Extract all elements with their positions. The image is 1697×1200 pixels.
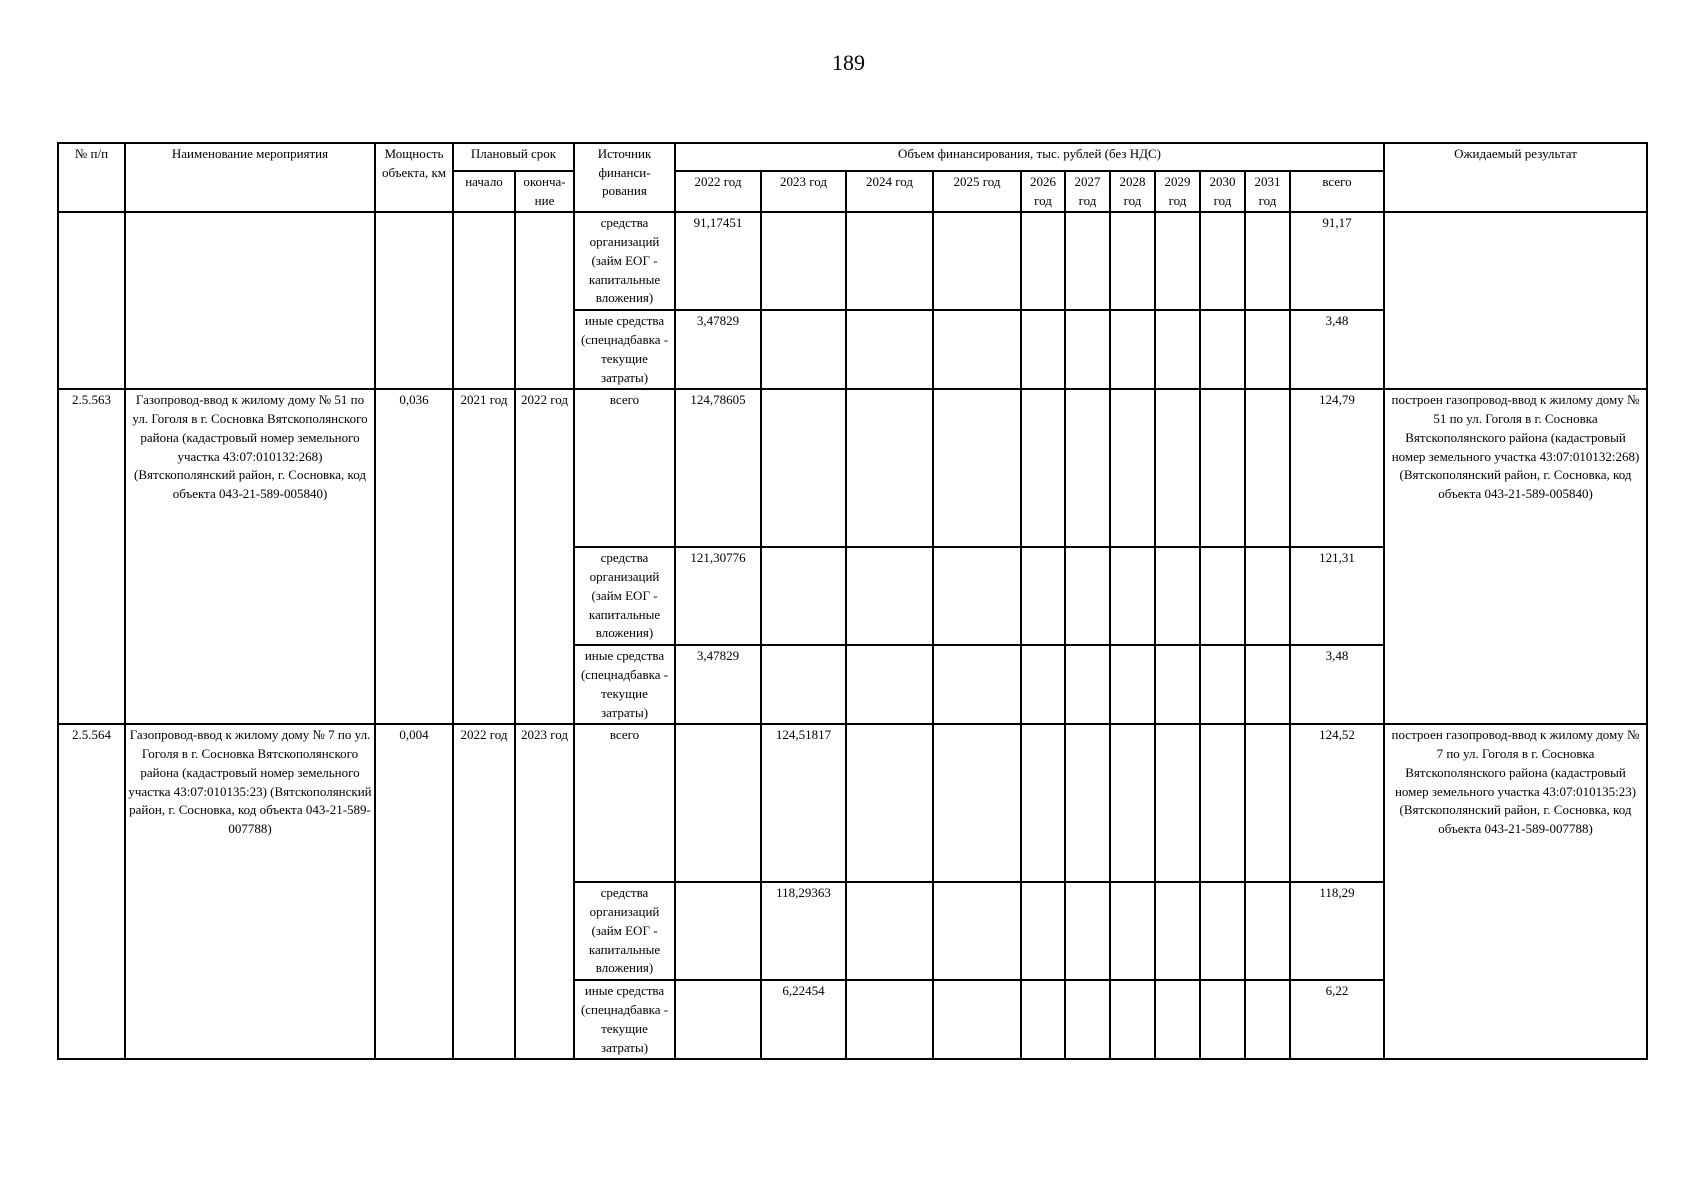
cell-2027 — [1065, 724, 1110, 882]
cell-power — [375, 212, 453, 389]
cell-name: Газопровод-ввод к жилому дому № 7 по ул. Гоголя в г. Сосновка Вятскополянского района (кадастровый номер земельного участка 43:07:010135:23) (Вятскополянский район, г. Сосновка, код объекта 043-21-589-007788) — [125, 724, 375, 1059]
cell-2031 — [1245, 212, 1290, 310]
cell-num — [58, 212, 125, 389]
cell-2030 — [1200, 212, 1245, 310]
cell-2023 — [761, 547, 846, 645]
cell-2026 — [1021, 882, 1065, 980]
cell-2028 — [1110, 310, 1155, 389]
cell-2022: 91,17451 — [675, 212, 761, 310]
cell-2024 — [846, 882, 933, 980]
cell-2029 — [1155, 882, 1200, 980]
cell-total: 3,48 — [1290, 310, 1384, 389]
cell-2025 — [933, 882, 1021, 980]
cell-2027 — [1065, 547, 1110, 645]
cell-2029 — [1155, 980, 1200, 1059]
cell-2022 — [675, 882, 761, 980]
cell-2022: 121,30776 — [675, 547, 761, 645]
cell-end — [515, 212, 574, 389]
cell-2030 — [1200, 547, 1245, 645]
cell-2027 — [1065, 389, 1110, 547]
cell-result — [1384, 212, 1647, 389]
header-year-2025: 2025 год — [933, 171, 1021, 212]
cell-2031 — [1245, 389, 1290, 547]
cell-2023: 118,29363 — [761, 882, 846, 980]
cell-2026 — [1021, 980, 1065, 1059]
header-year-2029: 2029 год — [1155, 171, 1200, 212]
table-row — [58, 212, 1647, 310]
cell-2028 — [1110, 882, 1155, 980]
cell-2028 — [1110, 212, 1155, 310]
page-number: 189 — [832, 50, 865, 75]
funding-table — [57, 142, 1648, 1060]
cell-2031 — [1245, 882, 1290, 980]
cell-2028 — [1110, 547, 1155, 645]
cell-2022 — [675, 724, 761, 882]
cell-2026 — [1021, 645, 1065, 724]
cell-2023: 124,51817 — [761, 724, 846, 882]
cell-2024 — [846, 310, 933, 389]
cell-source: всего — [574, 724, 675, 882]
cell-end: 2023 год — [515, 724, 574, 1059]
cell-2027 — [1065, 310, 1110, 389]
cell-2031 — [1245, 724, 1290, 882]
cell-2030 — [1200, 389, 1245, 547]
cell-power: 0,004 — [375, 724, 453, 1059]
cell-2026 — [1021, 547, 1065, 645]
cell-2025 — [933, 389, 1021, 547]
cell-2026 — [1021, 724, 1065, 882]
cell-2023 — [761, 389, 846, 547]
cell-end: 2022 год — [515, 389, 574, 724]
header-year-2026: 2026 год — [1021, 171, 1065, 212]
cell-result: построен газопровод-ввод к жилому дому № 7 по ул. Гоголя в г. Сосновка Вятскополянского района (кадастровый номер земельного участка 43:07:010135:23) (Вятскополянский район, г. Сосновка, код объекта 043-21-589-007788) — [1384, 724, 1647, 1059]
cell-2024 — [846, 547, 933, 645]
cell-source: средства организаций (займ ЕОГ - капитальные вложения) — [574, 212, 675, 310]
cell-2029 — [1155, 389, 1200, 547]
header-funding: Объем финансирования, тыс. рублей (без НДС) — [675, 143, 1384, 171]
cell-2025 — [933, 980, 1021, 1059]
cell-source: средства организаций (займ ЕОГ - капитальные вложения) — [574, 547, 675, 645]
cell-2022: 124,78605 — [675, 389, 761, 547]
cell-2029 — [1155, 724, 1200, 882]
cell-2023 — [761, 645, 846, 724]
cell-2023: 6,22454 — [761, 980, 846, 1059]
header-year-2028: 2028 год — [1110, 171, 1155, 212]
cell-2026 — [1021, 389, 1065, 547]
header-total: всего — [1290, 171, 1384, 212]
header-term-start: начало — [453, 171, 515, 212]
cell-2028 — [1110, 980, 1155, 1059]
cell-2024 — [846, 212, 933, 310]
cell-2027 — [1065, 882, 1110, 980]
cell-2025 — [933, 645, 1021, 724]
cell-2027 — [1065, 645, 1110, 724]
cell-total: 118,29 — [1290, 882, 1384, 980]
cell-total: 91,17 — [1290, 212, 1384, 310]
cell-2031 — [1245, 980, 1290, 1059]
cell-result: построен газопровод-ввод к жилому дому № 51 по ул. Гоголя в г. Сосновка Вятскополянского района (кадастровый номер земельного участка 43:07:010132:268) (Вятскополянский район, г. Сосновка, код объекта 043-21-589-005840) — [1384, 389, 1647, 724]
cell-2022 — [675, 980, 761, 1059]
cell-2030 — [1200, 980, 1245, 1059]
cell-source: иные средства (спецнадбавка - текущие затраты) — [574, 310, 675, 389]
cell-2025 — [933, 547, 1021, 645]
cell-2029 — [1155, 645, 1200, 724]
cell-2024 — [846, 980, 933, 1059]
cell-source: иные средства (спецнадбавка - текущие затраты) — [574, 645, 675, 724]
cell-2025 — [933, 212, 1021, 310]
cell-2025 — [933, 310, 1021, 389]
cell-2026 — [1021, 310, 1065, 389]
cell-total: 6,22 — [1290, 980, 1384, 1059]
cell-name — [125, 212, 375, 389]
header-power: Мощность объекта, км — [375, 143, 453, 212]
cell-num: 2.5.564 — [58, 724, 125, 1059]
cell-total: 124,52 — [1290, 724, 1384, 882]
cell-total: 121,31 — [1290, 547, 1384, 645]
cell-2029 — [1155, 547, 1200, 645]
cell-2028 — [1110, 389, 1155, 547]
cell-2028 — [1110, 724, 1155, 882]
cell-num: 2.5.563 — [58, 389, 125, 724]
cell-2031 — [1245, 310, 1290, 389]
header-year-2027: 2027 год — [1065, 171, 1110, 212]
cell-2030 — [1200, 724, 1245, 882]
cell-source: всего — [574, 389, 675, 547]
header-year-2022: 2022 год — [675, 171, 761, 212]
cell-source: средства организаций (займ ЕОГ - капитальные вложения) — [574, 882, 675, 980]
cell-2024 — [846, 389, 933, 547]
cell-2030 — [1200, 882, 1245, 980]
cell-2031 — [1245, 547, 1290, 645]
header-term: Плановый срок — [453, 143, 574, 171]
cell-2023 — [761, 212, 846, 310]
cell-2026 — [1021, 212, 1065, 310]
cell-2030 — [1200, 645, 1245, 724]
cell-source: иные средства (спецнадбавка - текущие затраты) — [574, 980, 675, 1059]
header-num: № п/п — [58, 143, 125, 212]
cell-name: Газопровод-ввод к жилому дому № 51 по ул. Гоголя в г. Сосновка Вятскополянского района (кадастровый номер земельного участка 43:07:010132:268) (Вятскополянский район, г. Сосновка, код объекта 043-21-589-005840) — [125, 389, 375, 724]
cell-2027 — [1065, 212, 1110, 310]
header-term-end: оконча-ние — [515, 171, 574, 212]
header-year-2030: 2030 год — [1200, 171, 1245, 212]
cell-2030 — [1200, 310, 1245, 389]
table-row — [58, 389, 1647, 547]
cell-2024 — [846, 724, 933, 882]
cell-start: 2022 год — [453, 724, 515, 1059]
table-row — [58, 724, 1647, 882]
cell-2031 — [1245, 645, 1290, 724]
header-name: Наименование мероприятия — [125, 143, 375, 212]
cell-start — [453, 212, 515, 389]
cell-total: 124,79 — [1290, 389, 1384, 547]
cell-2022: 3,47829 — [675, 645, 761, 724]
cell-2023 — [761, 310, 846, 389]
header-year-2023: 2023 год — [761, 171, 846, 212]
cell-2025 — [933, 724, 1021, 882]
header-year-2031: 2031 год — [1245, 171, 1290, 212]
cell-2024 — [846, 645, 933, 724]
cell-2027 — [1065, 980, 1110, 1059]
header-year-2024: 2024 год — [846, 171, 933, 212]
cell-2029 — [1155, 212, 1200, 310]
cell-total: 3,48 — [1290, 645, 1384, 724]
cell-2022: 3,47829 — [675, 310, 761, 389]
cell-start: 2021 год — [453, 389, 515, 724]
header-result: Ожидаемый результат — [1384, 143, 1647, 212]
cell-2029 — [1155, 310, 1200, 389]
header-source: Источник финанси-рования — [574, 143, 675, 212]
cell-power: 0,036 — [375, 389, 453, 724]
cell-2028 — [1110, 645, 1155, 724]
